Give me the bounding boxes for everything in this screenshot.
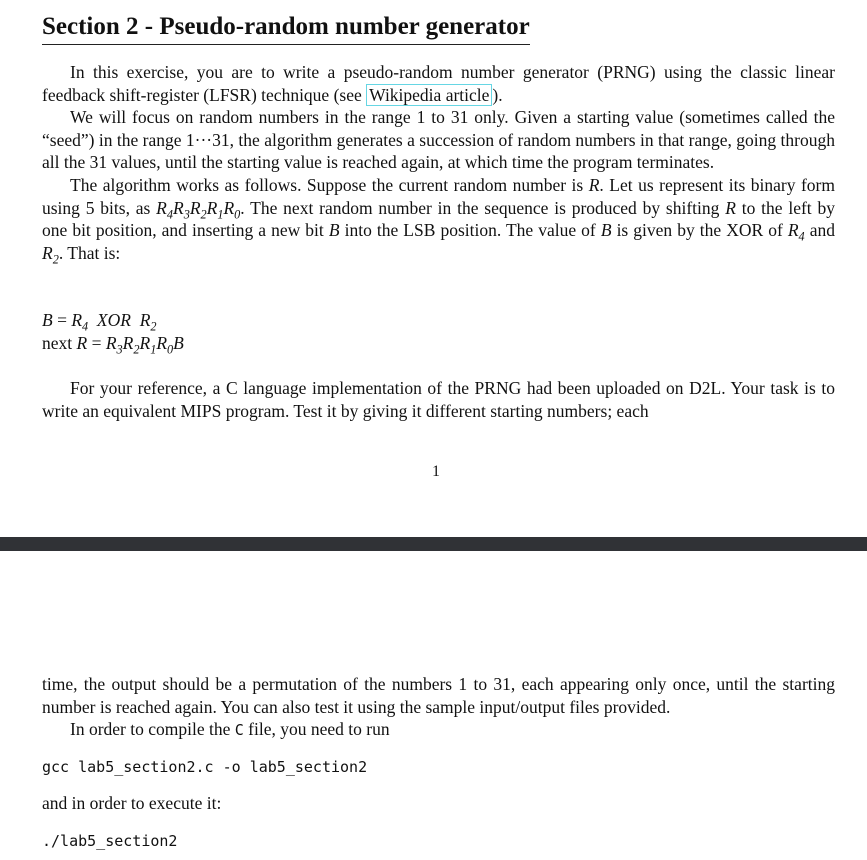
wikipedia-link[interactable]: Wikipedia article [366, 84, 492, 106]
reference-text [42, 377, 835, 422]
equation-next-r: next $R = R_3R_2R_1R_0B$ [42, 333, 184, 357]
document-page-2 [42, 551, 835, 860]
paragraph-intro: In this exercise, you are to write a pseudo-random number generator (PRNG) using the classic linear feedback shift-register (LFSR) technique (see Wikipedia article ). [42, 62, 835, 105]
execute-text: and in order to execute it: [42, 793, 222, 813]
run-command[interactable]: ./lab5_section2 [42, 832, 178, 850]
paragraph-continuation: time, the output should be a permutation of the numbers 1 to 31, each appearing only once, until the starting number is reached again. You can also test it using the sample input/output files provided. [42, 674, 835, 717]
page-separator [0, 537, 867, 551]
section-title: Section 2 - Pseudo-random number generator [42, 12, 530, 45]
document-page-1 [42, 0, 835, 537]
paragraph-range: We will focus on random numbers in the range 1 to 31 only. Given a starting value (sometimes called the “seed”) in the range 1···31, the algorithm generates a succession of random numbers in that range, going through all the 31 values, until the starting value is reached again, at which time the program terminates. [42, 107, 835, 173]
page-number: 1 [432, 463, 440, 480]
intro-text [42, 61, 835, 267]
paragraph-algorithm: The algorithm works as follows. Suppose the current random number is R. Let us represent its binary form using 5 bits, as $R_4R_3R_2R_1R_0$. The next random number in the sequence is produced by shifting R to the left by one bit position, and inserting a new bit B into the LSB position. The value of B is given by the XOR of $R_4$ and $R_2$. That is: [42, 174, 835, 267]
continuation-text [42, 673, 835, 742]
compile-command[interactable]: gcc lab5_section2.c -o lab5_section2 [42, 758, 368, 776]
paragraph-compile: In order to compile the C file, you need to run [70, 719, 390, 740]
paragraph-reference: For your reference, a C language implementation of the PRNG had been uploaded on D2L. Your task is to write an equivalent MIPS program. Test it by giving it different starting numbers; each [42, 378, 835, 421]
equation-b: $B = R_4$ XOR $R_2$ [42, 310, 157, 334]
